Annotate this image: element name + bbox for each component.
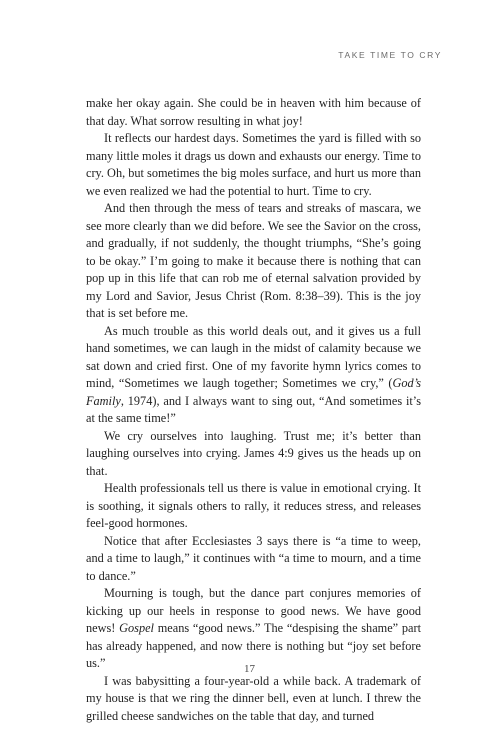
page-number: 17 [244,663,255,675]
text-run: Notice that after Ecclesiastes 3 says there is “a time to weep, and a time to laugh,” it continues with “a time to mourn, and a time to dance.” [86,533,421,583]
paragraph [86,480,421,533]
text-run: We cry ourselves into laughing. Trust me; it’s better than laughing ourselves into crying. James 4:9 gives us the heads up on that. [86,428,421,478]
paragraph [86,130,421,200]
text-run: It reflects our hardest days. Sometimes the yard is filled with so many little moles it drags us down and exhausts our energy. Time to cry. Oh, but sometimes the big moles surface, and hurt us more than we even realized we had the potential to hurt. Time to cry. [86,131,421,198]
running-header: TAKE TIME TO CRY [338,50,442,60]
text-run: Mourning is tough, but the dance part conjures memories of kicking up our heels in response to good news. We have good news! [86,586,421,635]
paragraph [86,200,421,323]
italic-text: God’s Family [86,376,421,408]
paragraph [86,428,421,481]
text-run: , 1974), and I always want to sing out, “And sometimes it’s at the same time!” [86,393,421,425]
italic-text: Gospel [119,621,154,635]
paragraph [86,533,421,586]
paragraph [86,323,421,428]
paragraph [86,673,421,726]
text-run: As much trouble as this world deals out, and it gives us a full hand sometimes, we can laugh in the midst of calamity because we sat down and cried first. One of my favorite hymn lyrics comes to mind, “Sometimes we laugh together; Sometimes we cry,” ( [86,323,421,390]
text-run: I was babysitting a four-year-old a while back. A trademark of my house is that we ring the dinner bell, even at lunch. I threw the grilled cheese sandwiches on the table that day, and turned [86,673,421,723]
body-text [86,95,421,725]
paragraph [86,95,421,130]
text-run: Health professionals tell us there is value in emotional crying. It is soothing, it signals others to rally, it reduces stress, and releases feel-good hormones. [86,481,421,530]
paragraph [86,585,421,673]
text-run: means “good news.” The “despising the shame” part has already happened, and now there is nothing but “joy set before us.” [86,621,422,670]
text-run: And then through the mess of tears and streaks of mascara, we see more clearly than we did before. We see the Savior on the cross, and gradually, if not suddenly, the thought triumphs, “She’s going to be okay.” I’m going to make it because there is nothing that can pop up in this life that can rob me of eternal salvation provided by my Lord and Savior, Jesus Christ (Rom. 8:38–39). This is the joy that is set before me. [86,201,421,320]
text-run: make her okay again. She could be in heaven with him because of that day. What sorrow resulting in what joy! [86,96,421,128]
